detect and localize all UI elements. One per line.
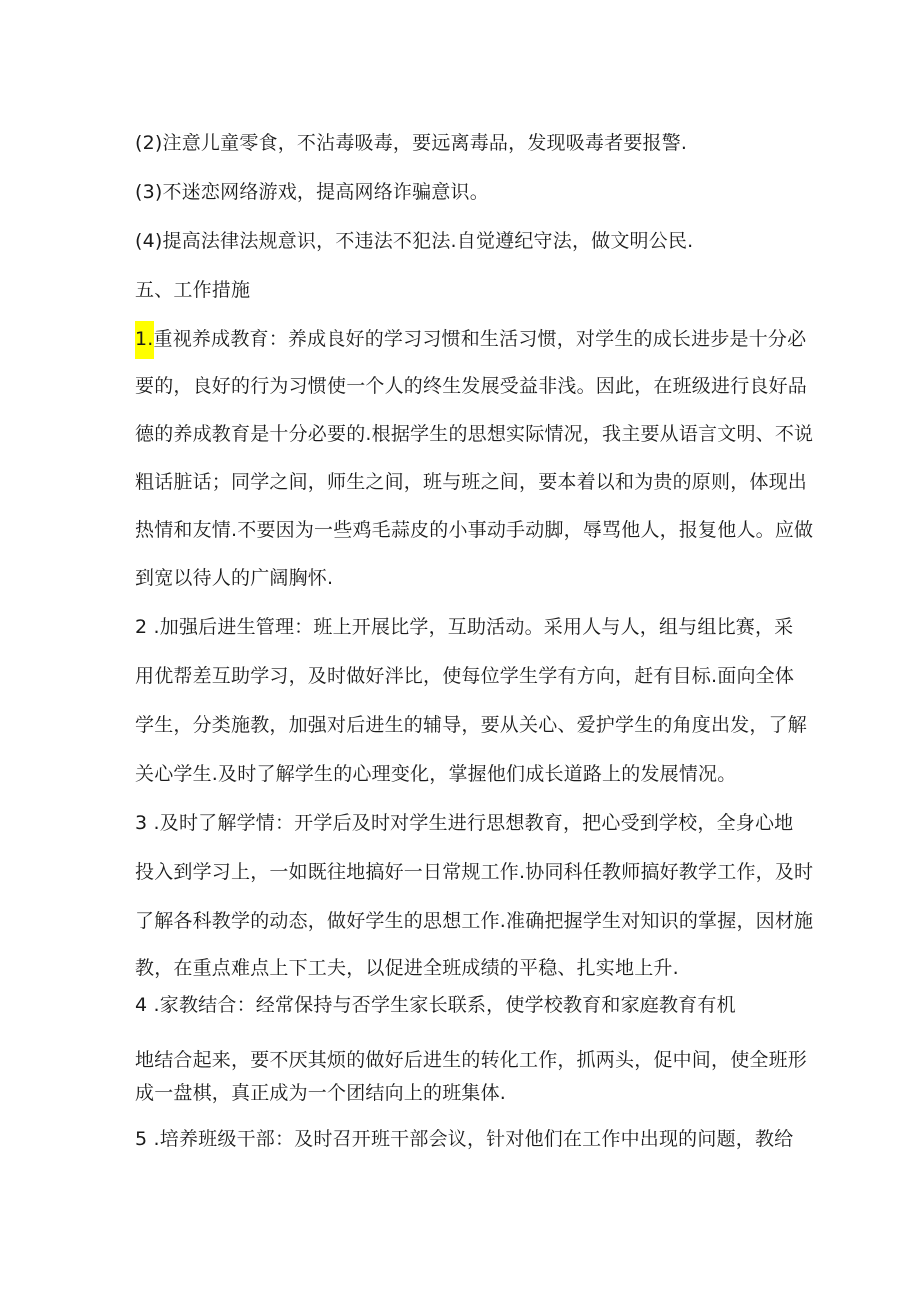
measure-4-line-1: 4 .家教结合：经常保持与否学生家长联系，使学校教育和家庭教育有机 [135, 994, 736, 1016]
measure-2-line-2: 用优帮差互助学习，及时做好泮比，使每位学生学有方向，赶有目标.面向全体 [135, 665, 795, 687]
measure-3-line-1: 3 .及时了解学情：开学后及时对学生进行思想教育，把心受到学校，全身心地 [135, 812, 794, 834]
measure-5-line-1: 5 .培养班级干部：及时召开班干部会议，针对他们在工作中出现的问题，教给 [135, 1128, 794, 1150]
highlighted-number: 1. [135, 321, 154, 359]
measure-2-line-4: 关心学生.及时了解学生的心理变化，掌握他们成长道路上的发展情况。 [135, 763, 737, 785]
measure-4-line-3: 成一盘棋，真正成为一个团结向上的班集体. [135, 1082, 507, 1104]
section-heading: 五、工作措施 [135, 279, 251, 301]
measure-1-line-6: 到宽以待人的广阔胸怀. [135, 567, 334, 589]
measure-1-line-1 [135, 327, 806, 359]
measure-1-line-4: 粗话脏话；同学之间，师生之间，班与班之间，要本着以和为贵的原则，体现出 [135, 471, 808, 493]
measure-4-line-2: 地结合起来，要不厌其烦的做好后进生的转化工作，抓两头，促中间，使全班形 [135, 1049, 808, 1071]
list-item-3: (3)不迷恋网络游戏，提高网络诈骗意识。 [135, 181, 489, 203]
measure-1-line-2: 要的，良好的行为习惯使一个人的终生发展受益非浅。因此，在班级进行良好品 [135, 375, 808, 397]
list-item-4: (4)提高法律法规意识，不违法不犯法.自觉遵纪守法，做文明公民. [135, 230, 694, 252]
list-item-2: (2)注意儿童零食，不沾毒吸毒，要远离毒品，发现吸毒者要报警. [135, 132, 688, 154]
measure-3-line-3: 了解各科教学的动态，做好学生的思想工作.准确把握学生对知识的掌握，因材施 [135, 910, 814, 932]
measure-3-line-4: 教，在重点难点上下工夫，以促进全班成绩的平稳、扎实地上升. [135, 957, 679, 979]
measure-1-line-3: 德的养成教育是十分必要的.根据学生的思想实际情况，我主要从语言文明、不说 [135, 423, 814, 445]
measure-1-line-5: 热情和友情.不要因为一些鸡毛蒜皮的小事动手动脚，辱骂他人，报复他人。应做 [135, 519, 814, 541]
measure-3-line-2: 投入到学习上，一如既往地搞好一日常规工作.协同科任教师搞好教学工作，及时 [135, 861, 814, 883]
measure-1-text: 重视养成教育：养成良好的学习习惯和生活习惯，对学生的成长进步是十分必 [153, 328, 807, 350]
measure-2-line-1: 2 .加强后进生管理：班上开展比学，互助活动。采用人与人，组与组比赛，采 [135, 616, 794, 638]
measure-2-line-3: 学生，分类施教，加强对后进生的辅导，要从关心、爱护学生的角度出发，了解 [135, 714, 808, 736]
